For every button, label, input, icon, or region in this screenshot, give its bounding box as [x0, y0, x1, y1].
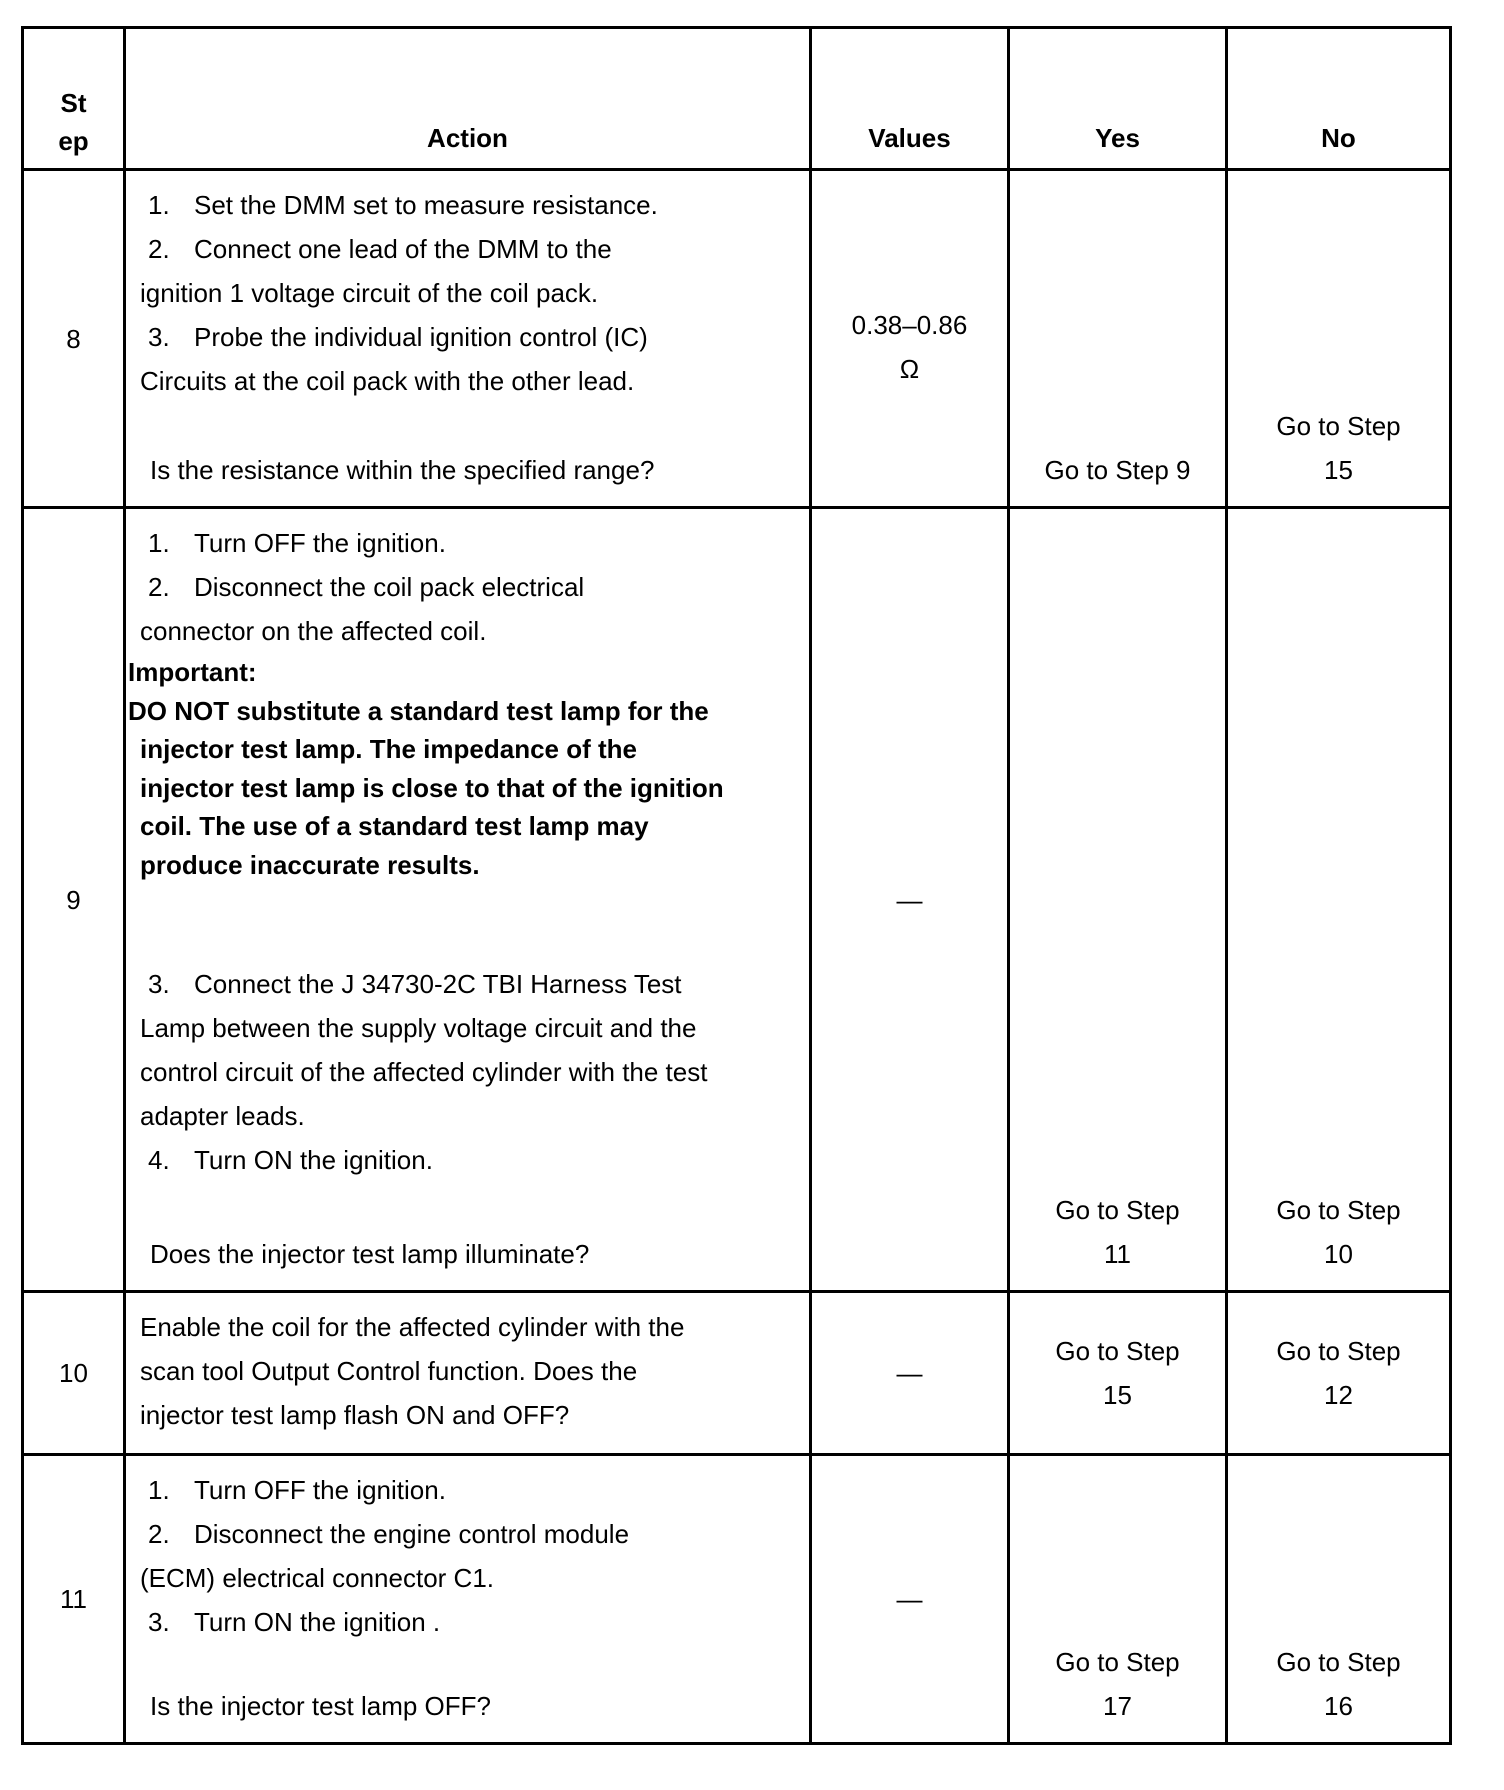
action-line [140, 1138, 799, 1182]
goto-step: 16 [1324, 1691, 1353, 1721]
step-11-action [126, 1456, 812, 1745]
action-line [140, 227, 799, 271]
value-line2: Ω [899, 354, 920, 384]
step-11-yes [1010, 1456, 1228, 1745]
header-action [126, 29, 812, 171]
header-action-label: Action [427, 123, 508, 153]
action-text: Turn ON the ignition . [194, 1607, 441, 1637]
action-line: Circuits at the coil pack with the other lead. [140, 366, 635, 396]
yes-goto: Go to Step 9 [1044, 455, 1191, 485]
important-line: injector test lamp is close to that of the ignition [140, 772, 724, 803]
step-8-value [812, 171, 1010, 509]
action-line: ignition 1 voltage circuit of the coil pack. [140, 278, 599, 308]
important-line: injector test lamp. The impedance of the [140, 734, 637, 764]
goto-label: Go to Step [1276, 1195, 1401, 1225]
no-goto [1228, 1188, 1449, 1276]
goto-step: 17 [1103, 1691, 1132, 1721]
goto-step: 11 [1104, 1239, 1131, 1269]
action-line: scan tool Output Control function. Does the [140, 1356, 638, 1386]
yes-goto [1010, 1188, 1225, 1276]
action-line [140, 183, 799, 227]
header-step-line1: St [60, 88, 87, 118]
action-line [140, 962, 799, 1006]
goto-step: 10 [1324, 1239, 1353, 1269]
header-no [1228, 29, 1452, 171]
action-line: injector test lamp flash ON and OFF? [140, 1400, 570, 1430]
step-8-action [126, 171, 812, 509]
action-num: 2. [148, 1519, 170, 1549]
header-no-label: No [1321, 123, 1356, 153]
important-line: coil. The use of a standard test lamp may [140, 811, 649, 841]
goto-label: Go to Step [1055, 1336, 1180, 1366]
goto-label: Go to Step [1276, 1647, 1401, 1677]
step-question: Is the injector test lamp OFF? [150, 1691, 492, 1721]
value-text: — [896, 884, 923, 915]
action-line: adapter leads. [140, 1101, 305, 1131]
action-line [140, 1468, 799, 1512]
header-values [812, 29, 1010, 171]
step-8-no [1228, 171, 1452, 509]
step-10-yes [1010, 1293, 1228, 1456]
action-num: 3. [148, 1607, 170, 1637]
goto-label: Go to Step [1055, 1647, 1180, 1677]
action-text: Turn OFF the ignition. [194, 1475, 446, 1505]
action-text: Connect one lead of the DMM to the [194, 234, 612, 264]
step-8-number [24, 171, 126, 509]
value-line1: 0.38–0.86 [851, 310, 968, 340]
action-num: 1. [148, 1475, 170, 1505]
yes-goto [1055, 1329, 1179, 1417]
action-line: (ECM) electrical connector C1. [140, 1563, 494, 1593]
step-question: Does the injector test lamp illuminate? [150, 1239, 590, 1269]
step-number: 11 [60, 1584, 87, 1614]
value-text: — [896, 1358, 923, 1388]
action-text: Disconnect the coil pack electrical [194, 572, 585, 602]
important-label: Important: [128, 657, 257, 687]
goto-step: 12 [1324, 1380, 1353, 1410]
step-10-action [126, 1293, 812, 1456]
action-line: Enable the coil for the affected cylinder with the [140, 1312, 685, 1342]
step-11-number [24, 1456, 126, 1745]
step-9-number [24, 509, 126, 1293]
action-num: 1. [148, 190, 170, 220]
action-line [140, 1512, 799, 1556]
header-step-line2: ep [58, 126, 89, 156]
no-goto [1228, 404, 1449, 492]
action-line: control circuit of the affected cylinder with the test [140, 1057, 708, 1087]
action-num: 2. [148, 572, 170, 602]
step-number: 10 [59, 1358, 88, 1388]
action-num: 3. [148, 969, 170, 999]
no-goto [1276, 1329, 1400, 1417]
goto-label: Go to Step [1276, 1336, 1401, 1366]
yes-goto [1010, 1640, 1225, 1728]
goto-label: Go to Step [1055, 1195, 1180, 1225]
diagnostic-table [21, 26, 1452, 1745]
goto-step: 15 [1324, 455, 1353, 485]
header-step [24, 29, 126, 171]
action-text: Probe the individual ignition control (IC) [194, 322, 648, 352]
action-text: Set the DMM set to measure resistance. [194, 190, 658, 220]
goto-label: Go to Step [1276, 411, 1401, 441]
action-line [140, 1600, 799, 1644]
step-11-no [1228, 1456, 1452, 1745]
action-text: Turn ON the ignition. [194, 1145, 433, 1175]
step-9-yes [1010, 509, 1228, 1293]
step-11-value [812, 1456, 1010, 1745]
important-line: produce inaccurate results. [140, 849, 480, 880]
step-10-no [1228, 1293, 1452, 1456]
action-line [140, 565, 799, 609]
step-8-yes [1010, 171, 1228, 509]
step-9-no [1228, 509, 1452, 1293]
action-text: Turn OFF the ignition. [194, 528, 446, 558]
no-goto [1228, 1640, 1449, 1728]
step-10-value [812, 1293, 1010, 1456]
action-line: connector on the affected coil. [140, 616, 487, 646]
header-yes-label: Yes [1095, 123, 1140, 153]
value-text: — [896, 1584, 923, 1614]
action-num: 2. [148, 234, 170, 264]
action-line [140, 521, 799, 565]
step-10-number [24, 1293, 126, 1456]
header-yes [1010, 29, 1228, 171]
action-line [140, 315, 799, 359]
action-num: 1. [148, 528, 170, 558]
step-number: 9 [66, 884, 81, 915]
step-9-action [126, 509, 812, 1293]
action-num: 4. [148, 1145, 170, 1175]
important-line: DO NOT substitute a standard test lamp for the [128, 695, 709, 726]
action-text: Disconnect the engine control module [194, 1519, 630, 1549]
step-9-value [812, 509, 1010, 1293]
goto-step: 15 [1103, 1380, 1132, 1410]
header-values-label: Values [868, 123, 951, 153]
action-line: Lamp between the supply voltage circuit and the [140, 1013, 697, 1043]
action-text: Connect the J 34730-2C TBI Harness Test [194, 969, 682, 999]
action-num: 3. [148, 322, 170, 352]
important-note [128, 653, 799, 884]
step-number: 8 [66, 323, 81, 354]
step-question: Is the resistance within the specified range? [150, 455, 655, 485]
